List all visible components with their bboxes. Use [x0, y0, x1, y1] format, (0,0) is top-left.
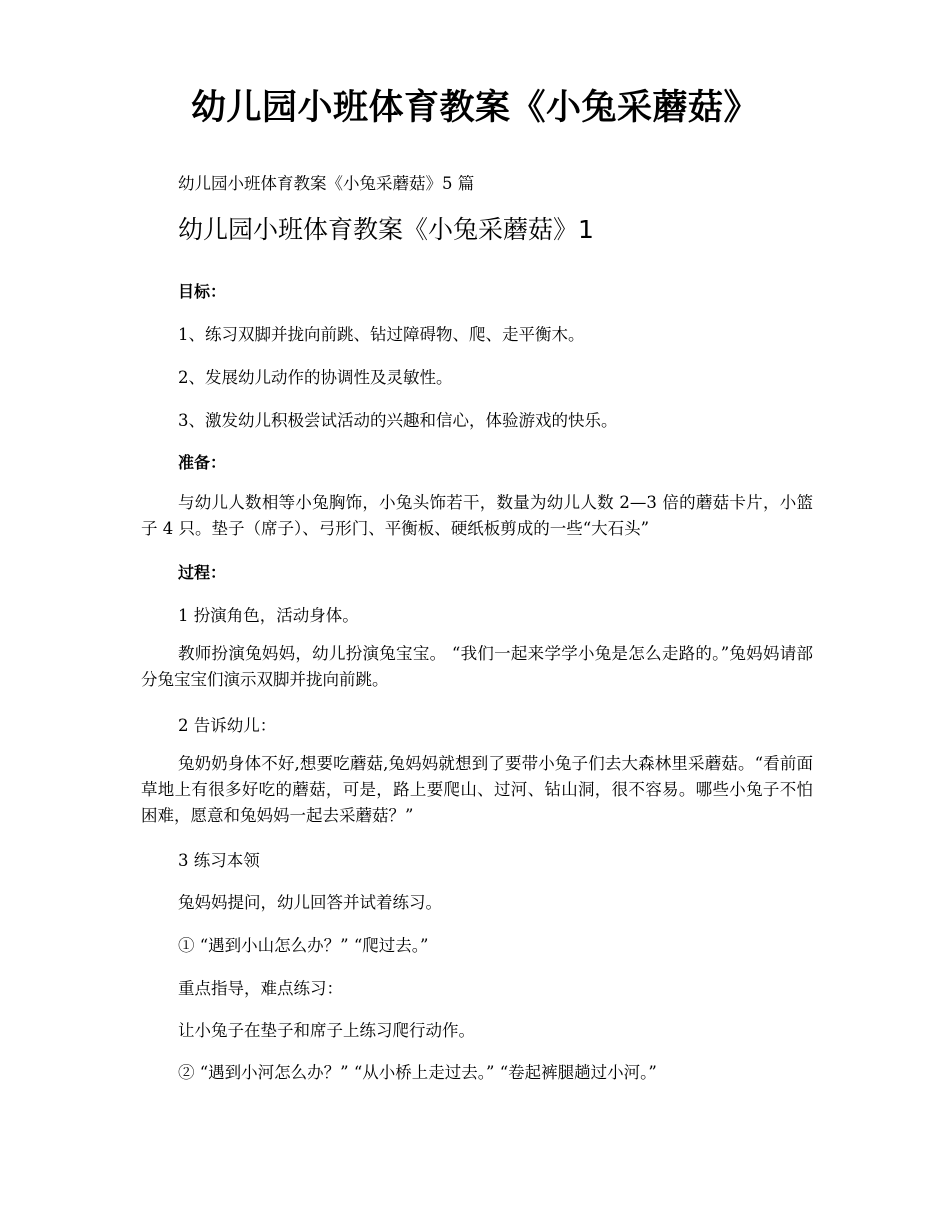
practice-line: 让小兔子在垫子和席子上练习爬行动作。 [178, 1021, 475, 1040]
prep-paragraph: 与幼儿人数相等小兔胸饰，小兔头饰若干，数量为幼儿人数 2—3 倍的蘑菇卡片，小篮子 4 只。垫子（席子）、弓形门、平衡板、硬纸板剪成的一些“大石头” [141, 493, 813, 538]
key-point-line: 重点指导，难点练习： [178, 979, 343, 998]
goal-label: 目标： [178, 282, 227, 301]
section-heading: 幼儿园小班体育教案《小兔采蘑菇》1 [178, 215, 594, 244]
process-label: 过程： [178, 563, 227, 582]
prep-label: 准备： [178, 453, 227, 472]
step-3-paragraph: 兔妈妈提问，幼儿回答并试着练习。 [178, 893, 442, 912]
step-1-heading: 1 扮演角色，活动身体。 [178, 606, 359, 625]
goal-item-1: 1、练习双脚并拢向前跳、钻过障碍物、爬、走平衡木。 [178, 325, 585, 344]
step-1-paragraph: 教师扮演兔妈妈，幼儿扮演兔宝宝。 “我们一起来学学小兔是怎么走路的。”兔妈妈请部分兔宝宝们演示双脚并拢向前跳。 [141, 644, 813, 689]
goal-item-3: 3、激发幼儿积极尝试活动的兴趣和信心，体验游戏的快乐。 [178, 411, 618, 430]
question-1: ① “遇到小山怎么办？” “爬过去。” [178, 936, 429, 955]
step-2-paragraph: 兔奶奶身体不好,想要吃蘑菇,兔妈妈就想到了要带小兔子们去大森林里采蘑菇。“看前面草地上有很多好吃的蘑菇，可是，路上要爬山、过河、钻山洞，很不容易。哪些小兔子不怕困难，愿意和兔妈妈一起去采蘑菇？” [141, 754, 813, 825]
question-2: ② “遇到小河怎么办？” “从小桥上走过去。” “卷起裤腿趟过小河。” [178, 1063, 657, 1082]
step-3-heading: 3 练习本领 [178, 851, 260, 870]
document-subtitle: 幼儿园小班体育教案《小兔采蘑菇》5 篇 [178, 174, 475, 193]
step-2-heading: 2 告诉幼儿： [178, 716, 277, 735]
document-title: 幼儿园小班体育教案《小兔采蘑菇》 [190, 88, 759, 128]
goal-item-2: 2、发展幼儿动作的协调性及灵敏性。 [178, 368, 453, 387]
